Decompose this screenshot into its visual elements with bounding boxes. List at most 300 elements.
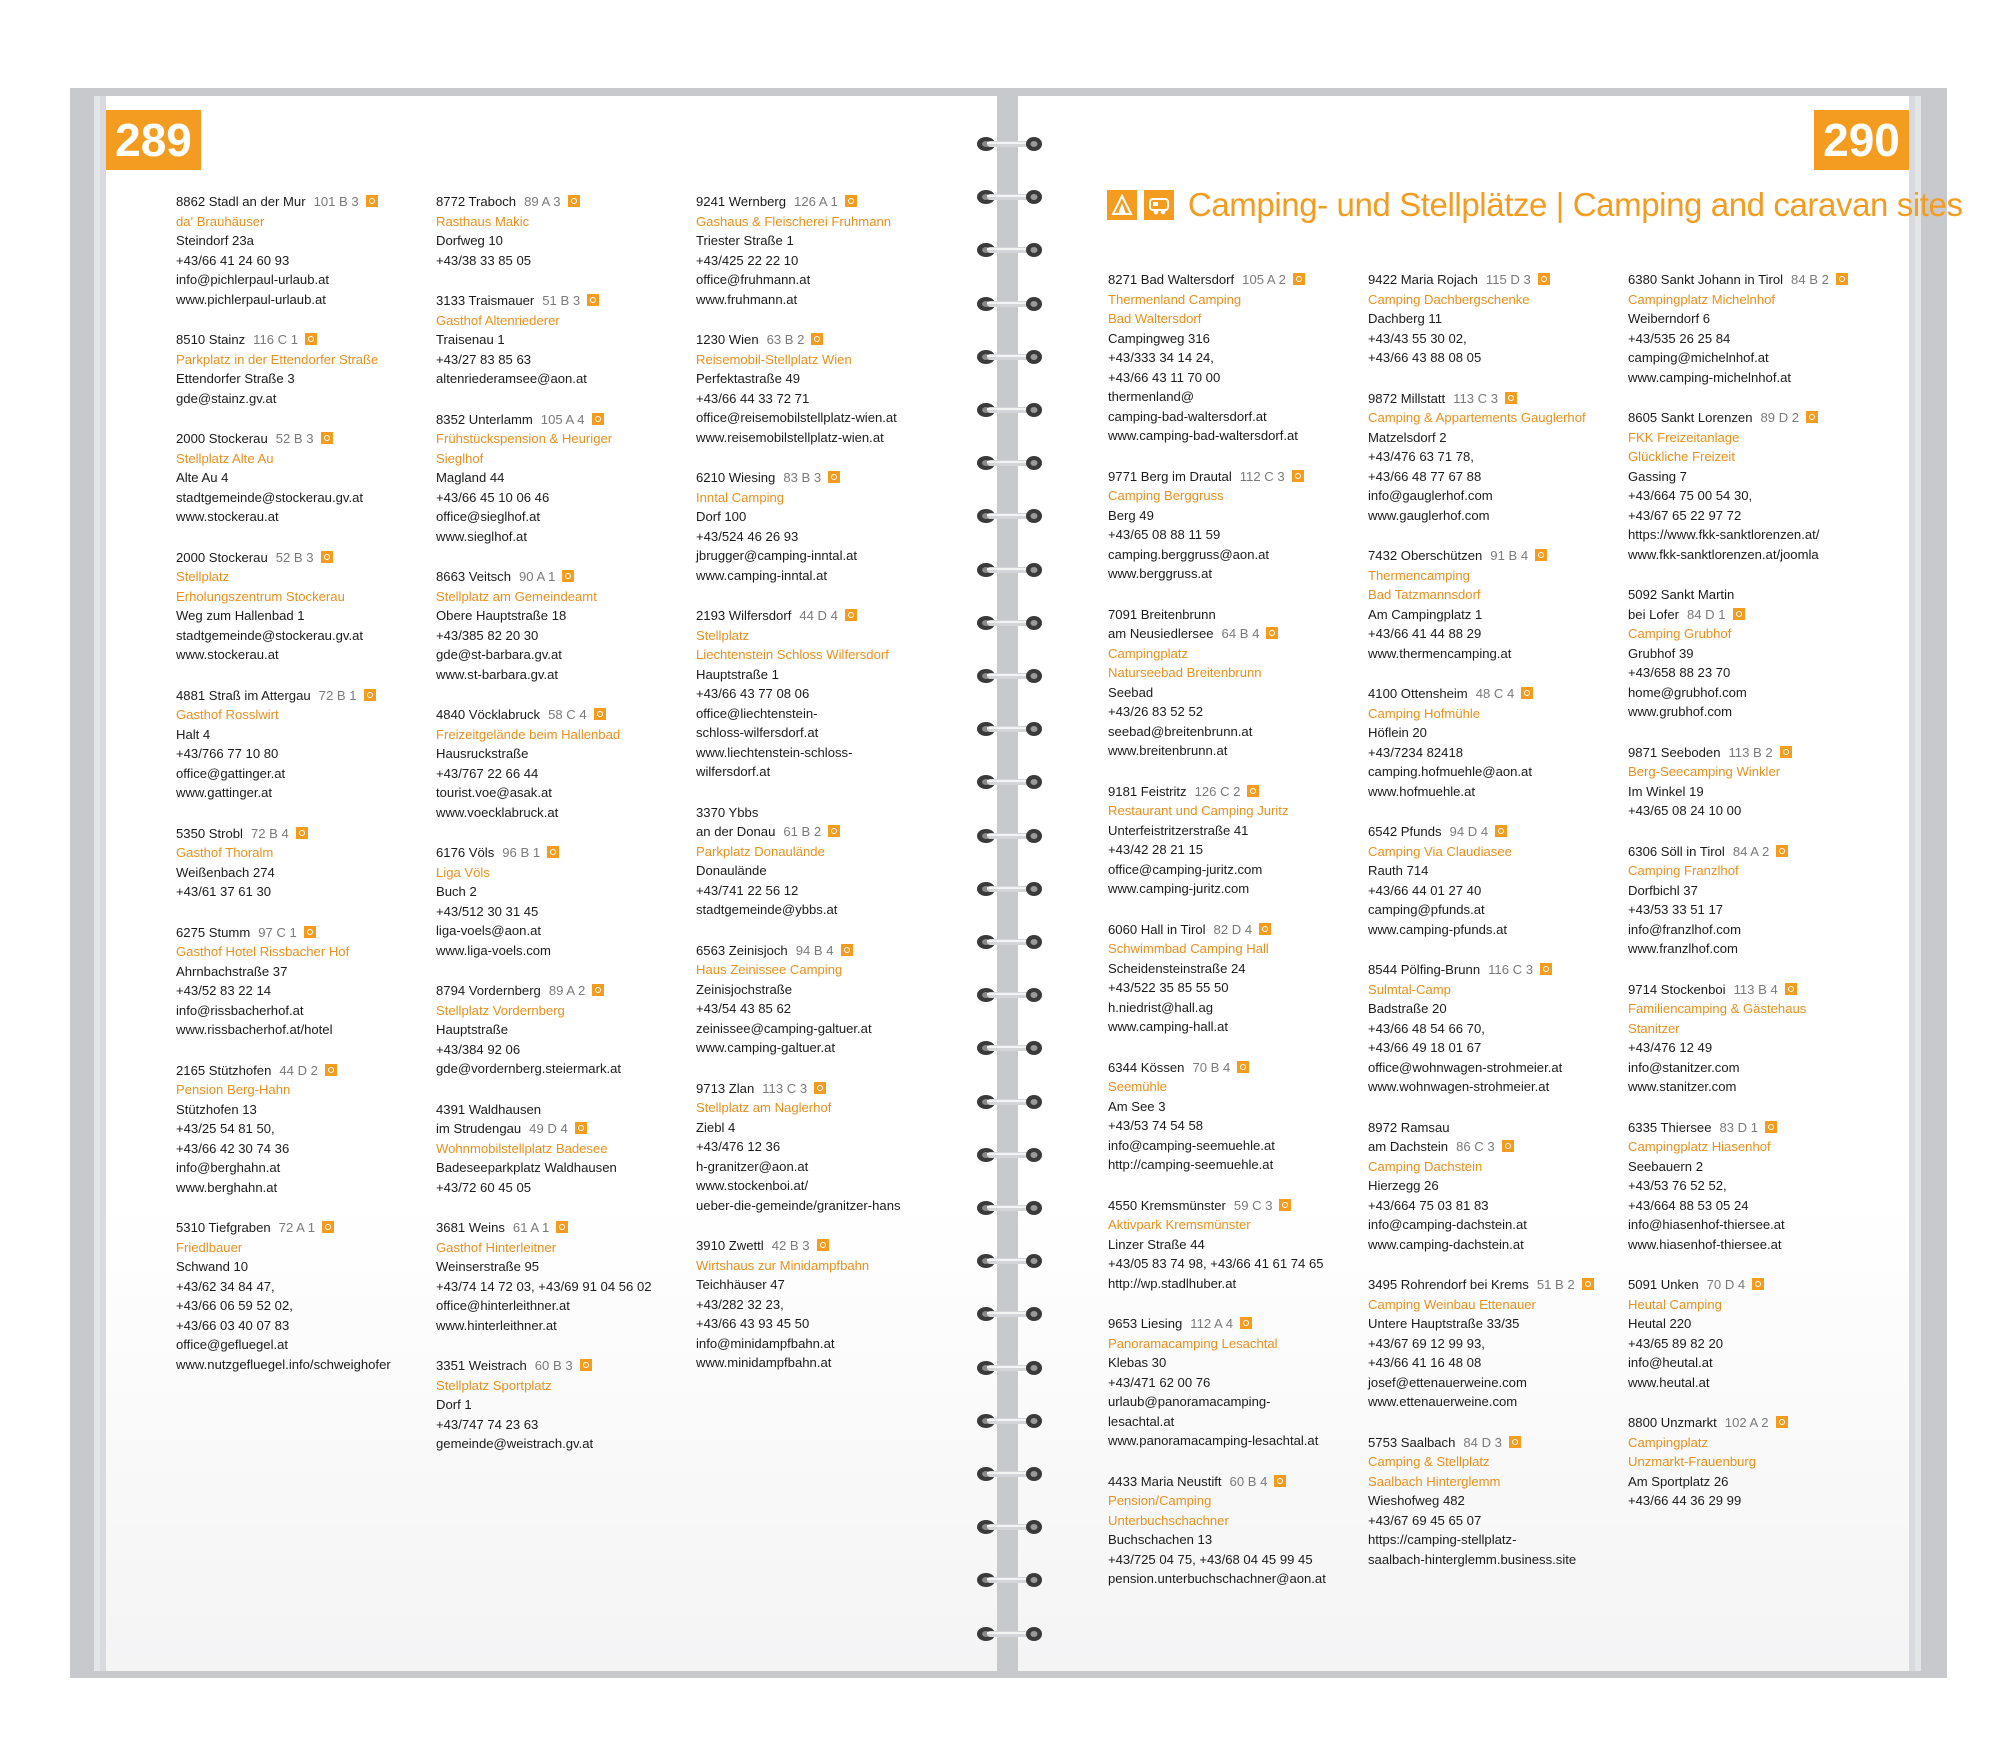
- entry-detail: +43/767 22 66 44: [436, 765, 539, 781]
- camping-symbol-icon: [1240, 1317, 1252, 1329]
- map-reference: 82 D 4: [1213, 921, 1253, 937]
- entry-city: 2165 Stützhofen: [176, 1062, 272, 1078]
- entry-location: [176, 824, 426, 844]
- entry-detail: h-granitzer@aon.at: [696, 1158, 809, 1174]
- map-reference: 101 B 3: [313, 194, 359, 209]
- entry-detail: +43/385 82 20 30: [436, 627, 539, 643]
- entry-detail: +43/66 44 01 27 40: [1368, 882, 1482, 898]
- entry-name: Camping Berggruss: [1108, 488, 1224, 503]
- entry-location: [696, 606, 946, 626]
- entry-detail: +43/664 75 03 81 83: [1368, 1197, 1489, 1213]
- entry-location: [436, 410, 686, 430]
- entry-location: [176, 686, 426, 706]
- camping-symbol-icon: [1776, 845, 1788, 857]
- entry-name: Camping Dachbergschenke: [1368, 291, 1530, 307]
- entry-detail: http://wp.stadlhuber.at: [1108, 1275, 1237, 1291]
- entry-location-line-2: [436, 1119, 686, 1139]
- entry-detail: saalbach-hinterglemm.business.site: [1368, 1551, 1577, 1567]
- listing-entry: [1628, 1413, 1878, 1511]
- entry-detail: Magland 44: [436, 470, 505, 485]
- entry-location: [436, 981, 686, 1001]
- listing-entry: [1628, 408, 1878, 564]
- entry-detail: +43/66 43 88 08 05: [1368, 350, 1482, 365]
- entry-detail: www.hofmuehle.at: [1368, 783, 1475, 799]
- entry-detail: www.panoramacamping-lesachtal.at: [1108, 1433, 1319, 1448]
- entry-detail: www.gauglerhof.com: [1368, 507, 1490, 523]
- entry-detail: Im Winkel 19: [1628, 783, 1704, 799]
- entry-detail: Weißenbach 274: [176, 864, 275, 880]
- entry-detail: Berg 49: [1108, 507, 1154, 523]
- entry-detail: +43/522 35 85 55 50: [1108, 980, 1229, 995]
- entry-detail: gde@vordernberg.steiermark.at: [436, 1061, 622, 1076]
- camping-symbol-icon: [304, 926, 316, 938]
- camping-symbol-icon: [1582, 1278, 1594, 1290]
- map-reference: 72 B 4: [250, 825, 289, 841]
- entry-city: 2000 Stockerau: [176, 549, 268, 565]
- entry-detail: +43/67 69 45 65 07: [1368, 1512, 1482, 1528]
- entry-location: [176, 1218, 426, 1238]
- entry-detail: Seebauern 2: [1628, 1158, 1703, 1174]
- camping-symbol-icon: [1292, 470, 1304, 482]
- entry-name: Saalbach Hinterglemm: [1368, 1473, 1501, 1489]
- map-reference: 70 B 4: [1192, 1059, 1231, 1075]
- entry-location: [1628, 842, 1878, 862]
- camping-symbol-icon: [1538, 273, 1550, 285]
- map-reference: 52 B 3: [275, 549, 314, 565]
- entry-detail: Ettendorfer Straße 3: [176, 371, 295, 386]
- entry-detail: www.berghahn.at: [176, 1179, 278, 1195]
- entry-city: 4100 Ottensheim: [1368, 686, 1468, 701]
- map-reference: 112 C 3: [1239, 468, 1285, 484]
- binding-ring: [972, 931, 1048, 953]
- entry-name: Naturseebad Breitenbrunn: [1108, 665, 1262, 680]
- entry-detail: +43/384 92 06: [436, 1041, 521, 1057]
- listing-entry: [1108, 1058, 1358, 1175]
- entry-detail: Ahrnbachstraße 37: [176, 963, 288, 979]
- entry-location: [1368, 1433, 1618, 1453]
- entry-city: 2000 Stockerau: [176, 431, 268, 446]
- entry-name: Parkplatz in der Ettendorfer Straße: [176, 351, 379, 367]
- binding-ring: [972, 771, 1048, 793]
- entry-location: [1368, 822, 1618, 842]
- entry-detail: +43/476 12 49: [1628, 1040, 1713, 1055]
- entry-location: [696, 941, 946, 961]
- entry-detail: +43/66 48 54 66 70,: [1368, 1020, 1485, 1036]
- entry-city: 9771 Berg im Drautal: [1108, 468, 1232, 484]
- entry-location: [436, 1218, 686, 1238]
- entry-detail: Dorf 1: [436, 1397, 472, 1412]
- entry-city: 9422 Maria Rojach: [1368, 272, 1478, 287]
- entry-location: [176, 1061, 426, 1081]
- map-reference: 59 C 3: [1233, 1197, 1273, 1213]
- entry-detail: www.ettenauerweine.com: [1368, 1394, 1518, 1409]
- entry-city: 7432 Oberschützen: [1368, 548, 1483, 563]
- entry-detail: info@camping-dachstein.at: [1368, 1217, 1527, 1232]
- entry-detail: +43/535 26 25 84: [1628, 330, 1731, 346]
- listing-entry: [696, 1079, 946, 1216]
- entry-location: [1628, 270, 1878, 290]
- entry-city: 6563 Zeinisjoch: [696, 942, 788, 958]
- entry-detail: camping.hofmuehle@aon.at: [1368, 764, 1532, 779]
- listing-entry: [1368, 1275, 1618, 1412]
- entry-detail: Badstraße 20: [1368, 1001, 1447, 1016]
- entry-location: [176, 192, 426, 212]
- entry-name: Seemühle: [1108, 1079, 1167, 1094]
- camping-symbol-icon: [321, 432, 333, 444]
- page-number-left: 289: [106, 110, 201, 170]
- entry-detail: office@gefluegel.at: [176, 1337, 289, 1352]
- camping-symbol-icon: [1266, 627, 1278, 639]
- entry-detail: +43/53 74 54 58: [1108, 1118, 1204, 1133]
- listing-entry: [1108, 782, 1358, 899]
- entry-detail: www.camping-hall.at: [1108, 1019, 1229, 1034]
- binding-ring: [972, 984, 1048, 1006]
- entry-city: 8352 Unterlamm: [436, 411, 533, 427]
- entry-city: 8271 Bad Waltersdorf: [1108, 272, 1235, 287]
- entry-city: 9241 Wernberg: [696, 194, 787, 209]
- entry-name: Liga Völs: [436, 864, 490, 880]
- entry-detail: +43/66 43 93 45 50: [696, 1316, 810, 1331]
- entry-city: 8544 Pölfing-Brunn: [1368, 962, 1481, 977]
- entry-name: Bad Tatzmannsdorf: [1368, 587, 1481, 602]
- entry-detail: +43/53 33 51 17: [1628, 902, 1724, 917]
- listing-entry: [1368, 270, 1618, 368]
- map-reference: 52 B 3: [275, 431, 314, 446]
- map-reference: 83 D 1: [1719, 1119, 1759, 1135]
- binding-ring: [972, 1623, 1048, 1645]
- entry-detail: www.heutal.at: [1628, 1374, 1710, 1390]
- camping-symbol-icon: [568, 195, 580, 207]
- entry-detail: liga-voels@aon.at: [436, 923, 542, 938]
- entry-name: Frühstückspension & Heuriger: [436, 431, 613, 446]
- entry-city: 8800 Unzmarkt: [1628, 1415, 1717, 1430]
- camping-symbol-icon: [1237, 1061, 1249, 1073]
- binding-ring: [972, 1357, 1048, 1379]
- listing-entry: [176, 330, 426, 408]
- entry-detail: www.minidampfbahn.at: [696, 1355, 832, 1370]
- entry-name: Pension/Camping: [1108, 1493, 1212, 1508]
- map-reference: 70 D 4: [1706, 1277, 1746, 1292]
- binding-ring: [972, 878, 1048, 900]
- entry-detail: +43/725 04 75, +43/68 04 45 99 45: [1108, 1551, 1313, 1567]
- binding-ring: [972, 1250, 1048, 1272]
- entry-location: [436, 1100, 686, 1120]
- entry-detail: info@franzlhof.com: [1628, 921, 1741, 937]
- entry-detail: tourist.voe@asak.at: [436, 785, 552, 800]
- entry-name: Stellplatz: [176, 569, 230, 584]
- binding-ring: [972, 1463, 1048, 1485]
- camping-symbol-icon: [845, 609, 857, 621]
- entry-name: da' Brauhäuser: [176, 213, 265, 229]
- entry-city: 4881 Straß im Attergau: [176, 687, 311, 703]
- entry-detail: +43/66 44 36 29 99: [1628, 1493, 1742, 1508]
- entry-city: bei Lofer: [1628, 606, 1679, 622]
- entry-detail: Dorf 100: [696, 509, 747, 524]
- entry-name: Berg-Seecamping Winkler: [1628, 764, 1781, 779]
- right-column-2: [1368, 270, 1618, 1590]
- entry-detail: schloss-wilfersdorf.at: [696, 725, 819, 740]
- entry-detail: +43/333 34 14 24,: [1108, 350, 1214, 365]
- listing-entry: [696, 192, 946, 309]
- camping-symbol-icon: [841, 944, 853, 956]
- binding-ring: [972, 1410, 1048, 1432]
- entry-detail: https://www.fkk-sanktlorenzen.at/: [1628, 527, 1820, 542]
- camping-symbol-icon: [1274, 1475, 1286, 1487]
- entry-name: Stellplatz: [696, 627, 750, 643]
- camping-symbol-icon: [828, 825, 840, 837]
- entry-name: Campingplatz: [1628, 1434, 1709, 1450]
- entry-detail: +43/53 76 52 52,: [1628, 1178, 1727, 1193]
- entry-detail: Höflein 20: [1368, 725, 1427, 740]
- map-reference: 49 D 4: [529, 1121, 568, 1136]
- entry-city: 4550 Kremsmünster: [1108, 1197, 1226, 1213]
- entry-detail: seebad@breitenbrunn.at: [1108, 723, 1253, 739]
- entry-city: 6380 Sankt Johann in Tirol: [1628, 272, 1784, 287]
- entry-detail: www.stockerau.at: [176, 647, 279, 662]
- entry-detail: +43/476 12 36: [696, 1139, 781, 1154]
- entry-location: [1108, 920, 1358, 940]
- map-reference: 89 A 2: [548, 983, 586, 998]
- map-reference: 89 D 2: [1760, 410, 1800, 425]
- camping-symbol-icon: [1752, 1278, 1764, 1290]
- entry-city: 8605 Sankt Lorenzen: [1628, 410, 1753, 425]
- entry-city: 6344 Kössen: [1108, 1059, 1185, 1075]
- listing-entry: [1628, 980, 1878, 1097]
- entry-detail: office@fruhmann.at: [696, 272, 811, 287]
- entry-city: 1230 Wien: [696, 332, 759, 347]
- entry-name: Unterbuchschachner: [1108, 1512, 1229, 1528]
- entry-detail: +43/52 83 22 14: [176, 983, 272, 998]
- camping-symbol-icon: [296, 827, 308, 839]
- entry-detail: +43/67 69 12 99 93,: [1368, 1335, 1485, 1351]
- entry-detail: +43/65 89 82 20: [1628, 1335, 1724, 1351]
- entry-city: 8862 Stadl an der Mur: [176, 194, 306, 209]
- camping-symbol-icon: [322, 1221, 334, 1233]
- camping-symbol-icon: [562, 570, 574, 582]
- entry-detail: info@gauglerhof.com: [1368, 488, 1493, 503]
- entry-city: 6542 Pfunds: [1368, 824, 1442, 839]
- binding-ring: [972, 239, 1048, 261]
- entry-detail: Triester Straße 1: [696, 233, 794, 248]
- entry-city: am Dachstein: [1368, 1139, 1449, 1154]
- binding-ring: [972, 1303, 1048, 1325]
- right-column-3: [1628, 270, 1878, 1532]
- map-reference: 60 B 3: [534, 1358, 573, 1373]
- map-reference: 113 B 2: [1728, 744, 1773, 760]
- entry-name: Pension Berg-Hahn: [176, 1082, 291, 1097]
- camping-symbol-icon: [1785, 983, 1797, 995]
- listing-entry: [1628, 270, 1878, 387]
- entry-location: [1628, 743, 1878, 763]
- entry-detail: stadtgemeinde@ybbs.at: [696, 902, 838, 917]
- entry-name: Schwimmbad Camping Hall: [1108, 941, 1269, 956]
- entry-detail: Heutal 220: [1628, 1316, 1692, 1331]
- entry-detail: www.thermencamping.at: [1368, 645, 1512, 661]
- camping-symbol-icon: [556, 1221, 568, 1233]
- entry-city: im Strudengau: [436, 1121, 522, 1136]
- entry-location: [1368, 960, 1618, 980]
- entry-city: am Neusiedlersee: [1108, 626, 1214, 641]
- entry-detail: lesachtal.at: [1108, 1413, 1175, 1429]
- map-reference: 105 A 4: [540, 411, 585, 427]
- entry-name: FKK Freizeitanlage: [1628, 429, 1740, 445]
- listing-entry: [436, 1356, 686, 1454]
- entry-detail: +43/65 08 88 11 59: [1108, 527, 1221, 542]
- entry-city: 8772 Traboch: [436, 194, 517, 209]
- entry-detail: Am See 3: [1108, 1098, 1166, 1114]
- map-reference: 96 B 1: [502, 845, 541, 860]
- entry-detail: Hauptstraße: [436, 1022, 509, 1037]
- entry-detail: +43/66 49 18 01 67: [1368, 1040, 1482, 1055]
- map-reference: 84 D 3: [1463, 1434, 1502, 1450]
- entry-detail: altenriederamsee@aon.at: [436, 371, 587, 386]
- entry-detail: office@liechtenstein-: [696, 705, 818, 721]
- entry-detail: Teichhäuser 47: [696, 1277, 785, 1292]
- camping-symbol-icon: [845, 195, 857, 207]
- entry-location: [696, 803, 946, 823]
- entry-detail: +43/66 41 24 60 93: [176, 252, 290, 268]
- entry-name: Haus Zeinissee Camping: [696, 962, 843, 977]
- map-reference: 84 D 1: [1686, 606, 1726, 622]
- entry-location: [1368, 546, 1618, 566]
- left-column-3: [696, 192, 946, 1394]
- entry-name: Wirtshaus zur Minidampfbahn: [696, 1257, 870, 1273]
- binding-ring: [972, 505, 1048, 527]
- listing-entry: [1108, 1314, 1358, 1451]
- camping-symbol-icon: [1247, 785, 1259, 797]
- listing-entry: [1368, 546, 1618, 663]
- left-column-2: [436, 192, 686, 1475]
- camping-symbol-icon: [580, 1359, 592, 1371]
- entry-location: [436, 192, 686, 212]
- entry-city: 4433 Maria Neustift: [1108, 1473, 1222, 1489]
- listing-entry: [1628, 743, 1878, 821]
- entry-detail: gde@st-barbara.gv.at: [436, 647, 562, 662]
- section-title: [1107, 186, 1963, 232]
- entry-city: 9181 Feistritz: [1108, 783, 1187, 799]
- entry-detail: thermenland@: [1108, 389, 1195, 404]
- listing-entry: [436, 291, 686, 389]
- camping-symbol-icon: [547, 846, 559, 858]
- entry-detail: www.stockerau.at: [176, 509, 279, 524]
- entry-detail: www.stockenboi.at/: [696, 1178, 809, 1193]
- entry-detail: Am Sportplatz 26: [1628, 1473, 1729, 1489]
- entry-city: 6306 Söll in Tirol: [1628, 843, 1725, 859]
- entry-city: 3495 Rohrendorf bei Krems: [1368, 1277, 1529, 1292]
- caravan-icon: [1144, 190, 1174, 220]
- entry-location: [176, 923, 426, 943]
- camping-symbol-icon: [305, 333, 317, 345]
- entry-detail: Hierzegg 26: [1368, 1178, 1439, 1193]
- entry-location: [436, 1356, 686, 1376]
- map-reference: 64 B 4: [1221, 626, 1260, 641]
- map-reference: 48 C 4: [1475, 686, 1515, 701]
- entry-city: 5092 Sankt Martin: [1628, 587, 1735, 602]
- entry-detail: www.fruhmann.at: [696, 291, 798, 307]
- entry-detail: www.grubhof.com: [1628, 704, 1733, 719]
- map-reference: 126 A 1: [794, 194, 838, 209]
- listing-entry: [176, 1061, 426, 1198]
- entry-detail: +43/425 22 22 10: [696, 252, 799, 268]
- binding-ring: [972, 612, 1048, 634]
- entry-detail: info@rissbacherhof.at: [176, 1002, 304, 1018]
- listing-entry: [696, 468, 946, 585]
- entry-detail: Gassing 7: [1628, 468, 1687, 484]
- entry-name: Gasthof Hinterleitner: [436, 1239, 557, 1255]
- entry-city: 2193 Wilfersdorf: [696, 608, 792, 623]
- entry-name: Heutal Camping: [1628, 1296, 1722, 1312]
- entry-detail: Hauptstraße 1: [696, 666, 779, 682]
- binding-ring: [972, 665, 1048, 687]
- entry-location-line-2: [1368, 1137, 1618, 1157]
- entry-location: [1628, 1275, 1878, 1295]
- camping-symbol-icon: [592, 984, 604, 996]
- entry-detail: www.sieglhof.at: [436, 528, 527, 544]
- camping-symbol-icon: [594, 708, 606, 720]
- entry-name: Friedlbauer: [176, 1239, 243, 1255]
- camping-symbol-icon: [366, 195, 378, 207]
- entry-location: [696, 1079, 946, 1099]
- entry-detail: Grubhof 39: [1628, 645, 1694, 661]
- entry-detail: h.niedrist@hall.ag: [1108, 999, 1214, 1015]
- listing-entry: [1368, 1433, 1618, 1570]
- entry-location: [176, 548, 426, 568]
- entry-city: 9714 Stockenboi: [1628, 981, 1726, 997]
- entry-detail: +43/282 32 23,: [696, 1296, 784, 1312]
- entry-location: [436, 843, 686, 863]
- entry-detail: info@stanitzer.com: [1628, 1059, 1740, 1075]
- entry-city: 7091 Breitenbrunn: [1108, 606, 1216, 622]
- entry-detail: camping@michelnhof.at: [1628, 350, 1769, 365]
- entry-detail: jbrugger@camping-inntal.at: [696, 548, 858, 563]
- entry-detail: www.reisemobilstellplatz-wien.at: [696, 429, 884, 445]
- entry-detail: Halt 4: [176, 726, 211, 742]
- entry-detail: +43/512 30 31 45: [436, 903, 539, 919]
- entry-name: Rasthaus Makic: [436, 213, 530, 229]
- entry-detail: +43/66 43 11 70 00: [1108, 369, 1221, 385]
- entry-name: Camping & Appartements Gauglerhof: [1368, 410, 1586, 425]
- entry-detail: +43/66 06 59 52 02,: [176, 1298, 293, 1313]
- map-reference: 97 C 1: [258, 924, 297, 940]
- entry-detail: www.liechtenstein-schloss-: [696, 744, 853, 760]
- map-reference: 44 D 4: [799, 608, 838, 623]
- entry-detail: +43/05 83 74 98, +43/66 41 61 74 65: [1108, 1256, 1324, 1271]
- entry-detail: Hausruckstraße: [436, 746, 529, 761]
- listing-entry: [436, 843, 686, 960]
- entry-detail: +43/54 43 85 62: [696, 1001, 792, 1016]
- right-column-1: [1108, 270, 1358, 1610]
- entry-name: Thermenland Camping: [1108, 291, 1242, 307]
- entry-detail: urlaub@panoramacamping-: [1108, 1394, 1271, 1409]
- binding-ring: [972, 452, 1048, 474]
- entry-name: Reisemobil-Stellplatz Wien: [696, 351, 852, 367]
- map-reference: 51 B 2: [1536, 1277, 1575, 1292]
- map-reference: 94 D 4: [1449, 824, 1489, 839]
- map-reference: 58 C 4: [548, 707, 587, 722]
- entry-detail: www.breitenbrunn.at: [1108, 743, 1228, 758]
- entry-detail: Badeseeparkplatz Waldhausen: [436, 1160, 617, 1175]
- entry-detail: camping.berggruss@aon.at: [1108, 546, 1270, 562]
- binding-ring: [972, 559, 1048, 581]
- listing-entry: [1368, 684, 1618, 801]
- entry-detail: gde@stainz.gv.at: [176, 390, 277, 406]
- listing-entry: [1108, 605, 1358, 761]
- entry-location: [1368, 270, 1618, 290]
- entry-detail: +43/27 83 85 63: [436, 351, 532, 367]
- entry-location: [176, 330, 426, 350]
- camping-symbol-icon: [364, 689, 376, 701]
- entry-location: [1108, 1314, 1358, 1334]
